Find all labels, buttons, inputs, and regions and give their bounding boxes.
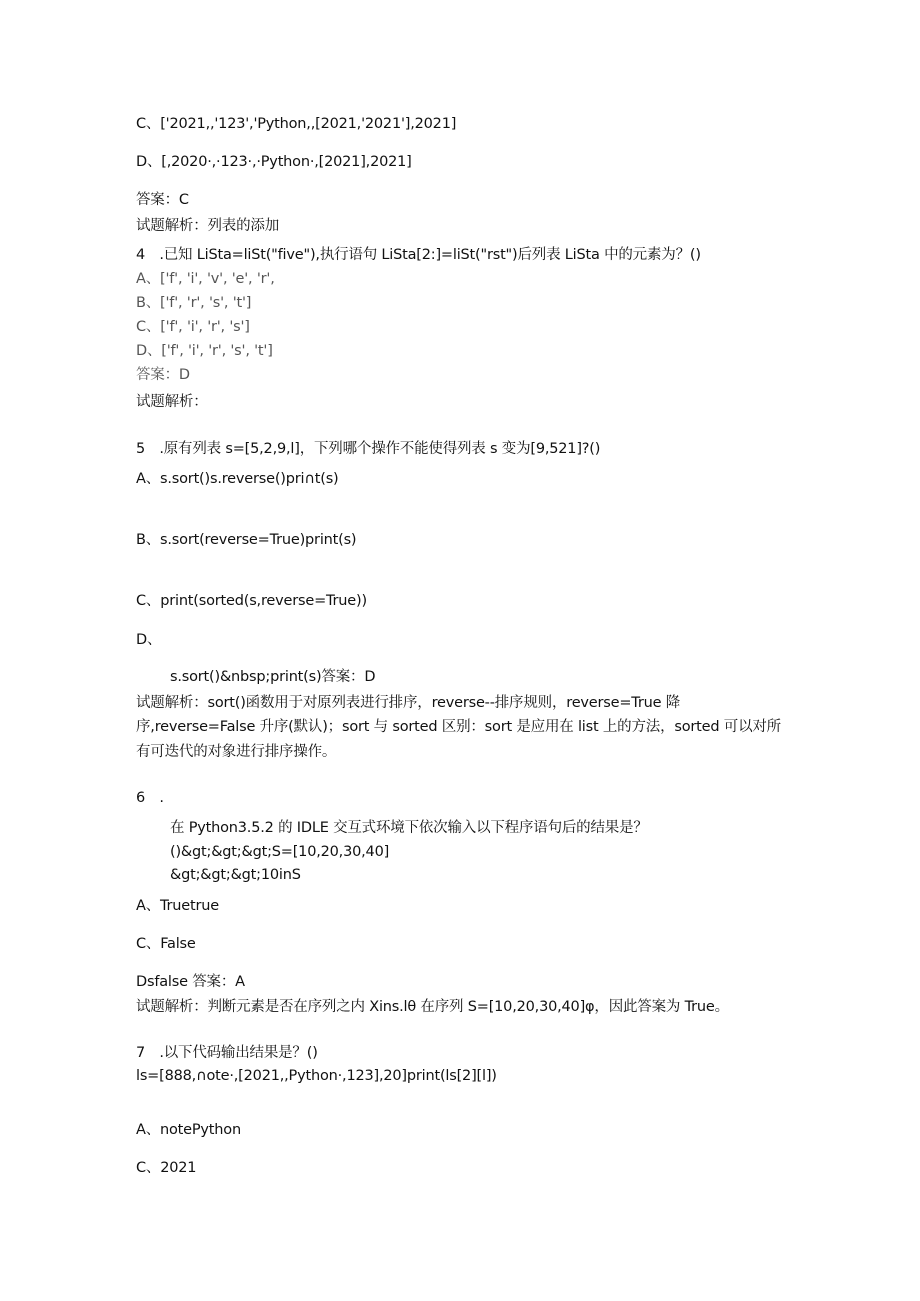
q6-analysis: 试题解析：判断元素是否在序列之内 Xins.lθ 在序列 S=[10,20,30,40]φ，因此答案为 True。	[136, 999, 729, 1015]
q3-option-d: D、[,2020·,·123·,·Python·,[2021],2021]	[136, 154, 412, 170]
q6-answer: Dsfalse 答案：A	[136, 974, 245, 990]
q6-question-line: ()&gt;&gt;&gt;S=[10,20,30,40]	[170, 844, 390, 860]
q4-option-d: D、['f', 'i', 'r', 's', 't']	[136, 343, 273, 359]
q5-question: 5 .原有列表 s=[5,2,9,l]，下列哪个操作不能使得列表 s 变为[9,521]?()	[136, 441, 601, 457]
q5-option-d-body: s.sort()&nbsp;print(s)答案：D	[170, 669, 376, 685]
q7-code: ls=[888,∩ote·,[2021,,Python·,123],20]print(ls[2][l])	[136, 1068, 497, 1084]
q3-answer: 答案：C	[136, 192, 189, 208]
q5-option-a: A、s.sort()s.reverse()pri∩t(s)	[136, 471, 339, 487]
q3-analysis: 试题解析：列表的添加	[136, 218, 279, 234]
q4-option-c: C、['f', 'i', 'r', 's']	[136, 319, 250, 335]
q4-option-b: B、['f', 'r', 's', 't']	[136, 295, 252, 311]
q4-analysis: 试题解析：	[136, 394, 208, 410]
q7-option-a: A、notePython	[136, 1122, 241, 1138]
q5-option-d: D、	[136, 632, 162, 648]
q5-option-b: B、s.sort(reverse=True)print(s)	[136, 532, 357, 548]
q5-option-c: C、print(sorted(s,reverse=True))	[136, 593, 367, 609]
q6-number: 6 .	[136, 790, 164, 806]
q6-option-a: A、Truetrue	[136, 898, 219, 914]
q6-question-line: 在 Python3.5.2 的 IDLE 交互式环境下依次输入以下程序语句后的结果是？	[170, 820, 648, 836]
q4-option-a: A、['f', 'i', 'v', 'e', 'r',	[136, 271, 275, 287]
q5-analysis-line: 试题解析：sort()函数用于对原列表进行排序，reverse--排序规则，reverse=True 降	[136, 695, 681, 711]
q4-question: 4 .已知 LiSta=liSt("five"),执行语句 LiSta[2:]=liSt("rst")后列表 LiSta 中的元素为？()	[136, 247, 701, 263]
q5-analysis-line: 序,reverse=False 升序(默认)；sort 与 sorted 区别：sort 是应用在 list 上的方法，sorted 可以对所	[136, 719, 781, 735]
q4-answer: 答案：D	[136, 367, 190, 383]
q6-question-line: &gt;&gt;&gt;10inS	[170, 867, 301, 883]
q5-analysis-line: 有可迭代的对象进行排序操作。	[136, 744, 337, 760]
q3-option-c: C、['2021,,'123','Python,,[2021,'2021'],2021]	[136, 116, 457, 132]
q7-question: 7 .以下代码输出结果是？()	[136, 1045, 318, 1061]
q6-option-c: C、False	[136, 936, 196, 952]
q7-option-c: C、2021	[136, 1160, 197, 1176]
